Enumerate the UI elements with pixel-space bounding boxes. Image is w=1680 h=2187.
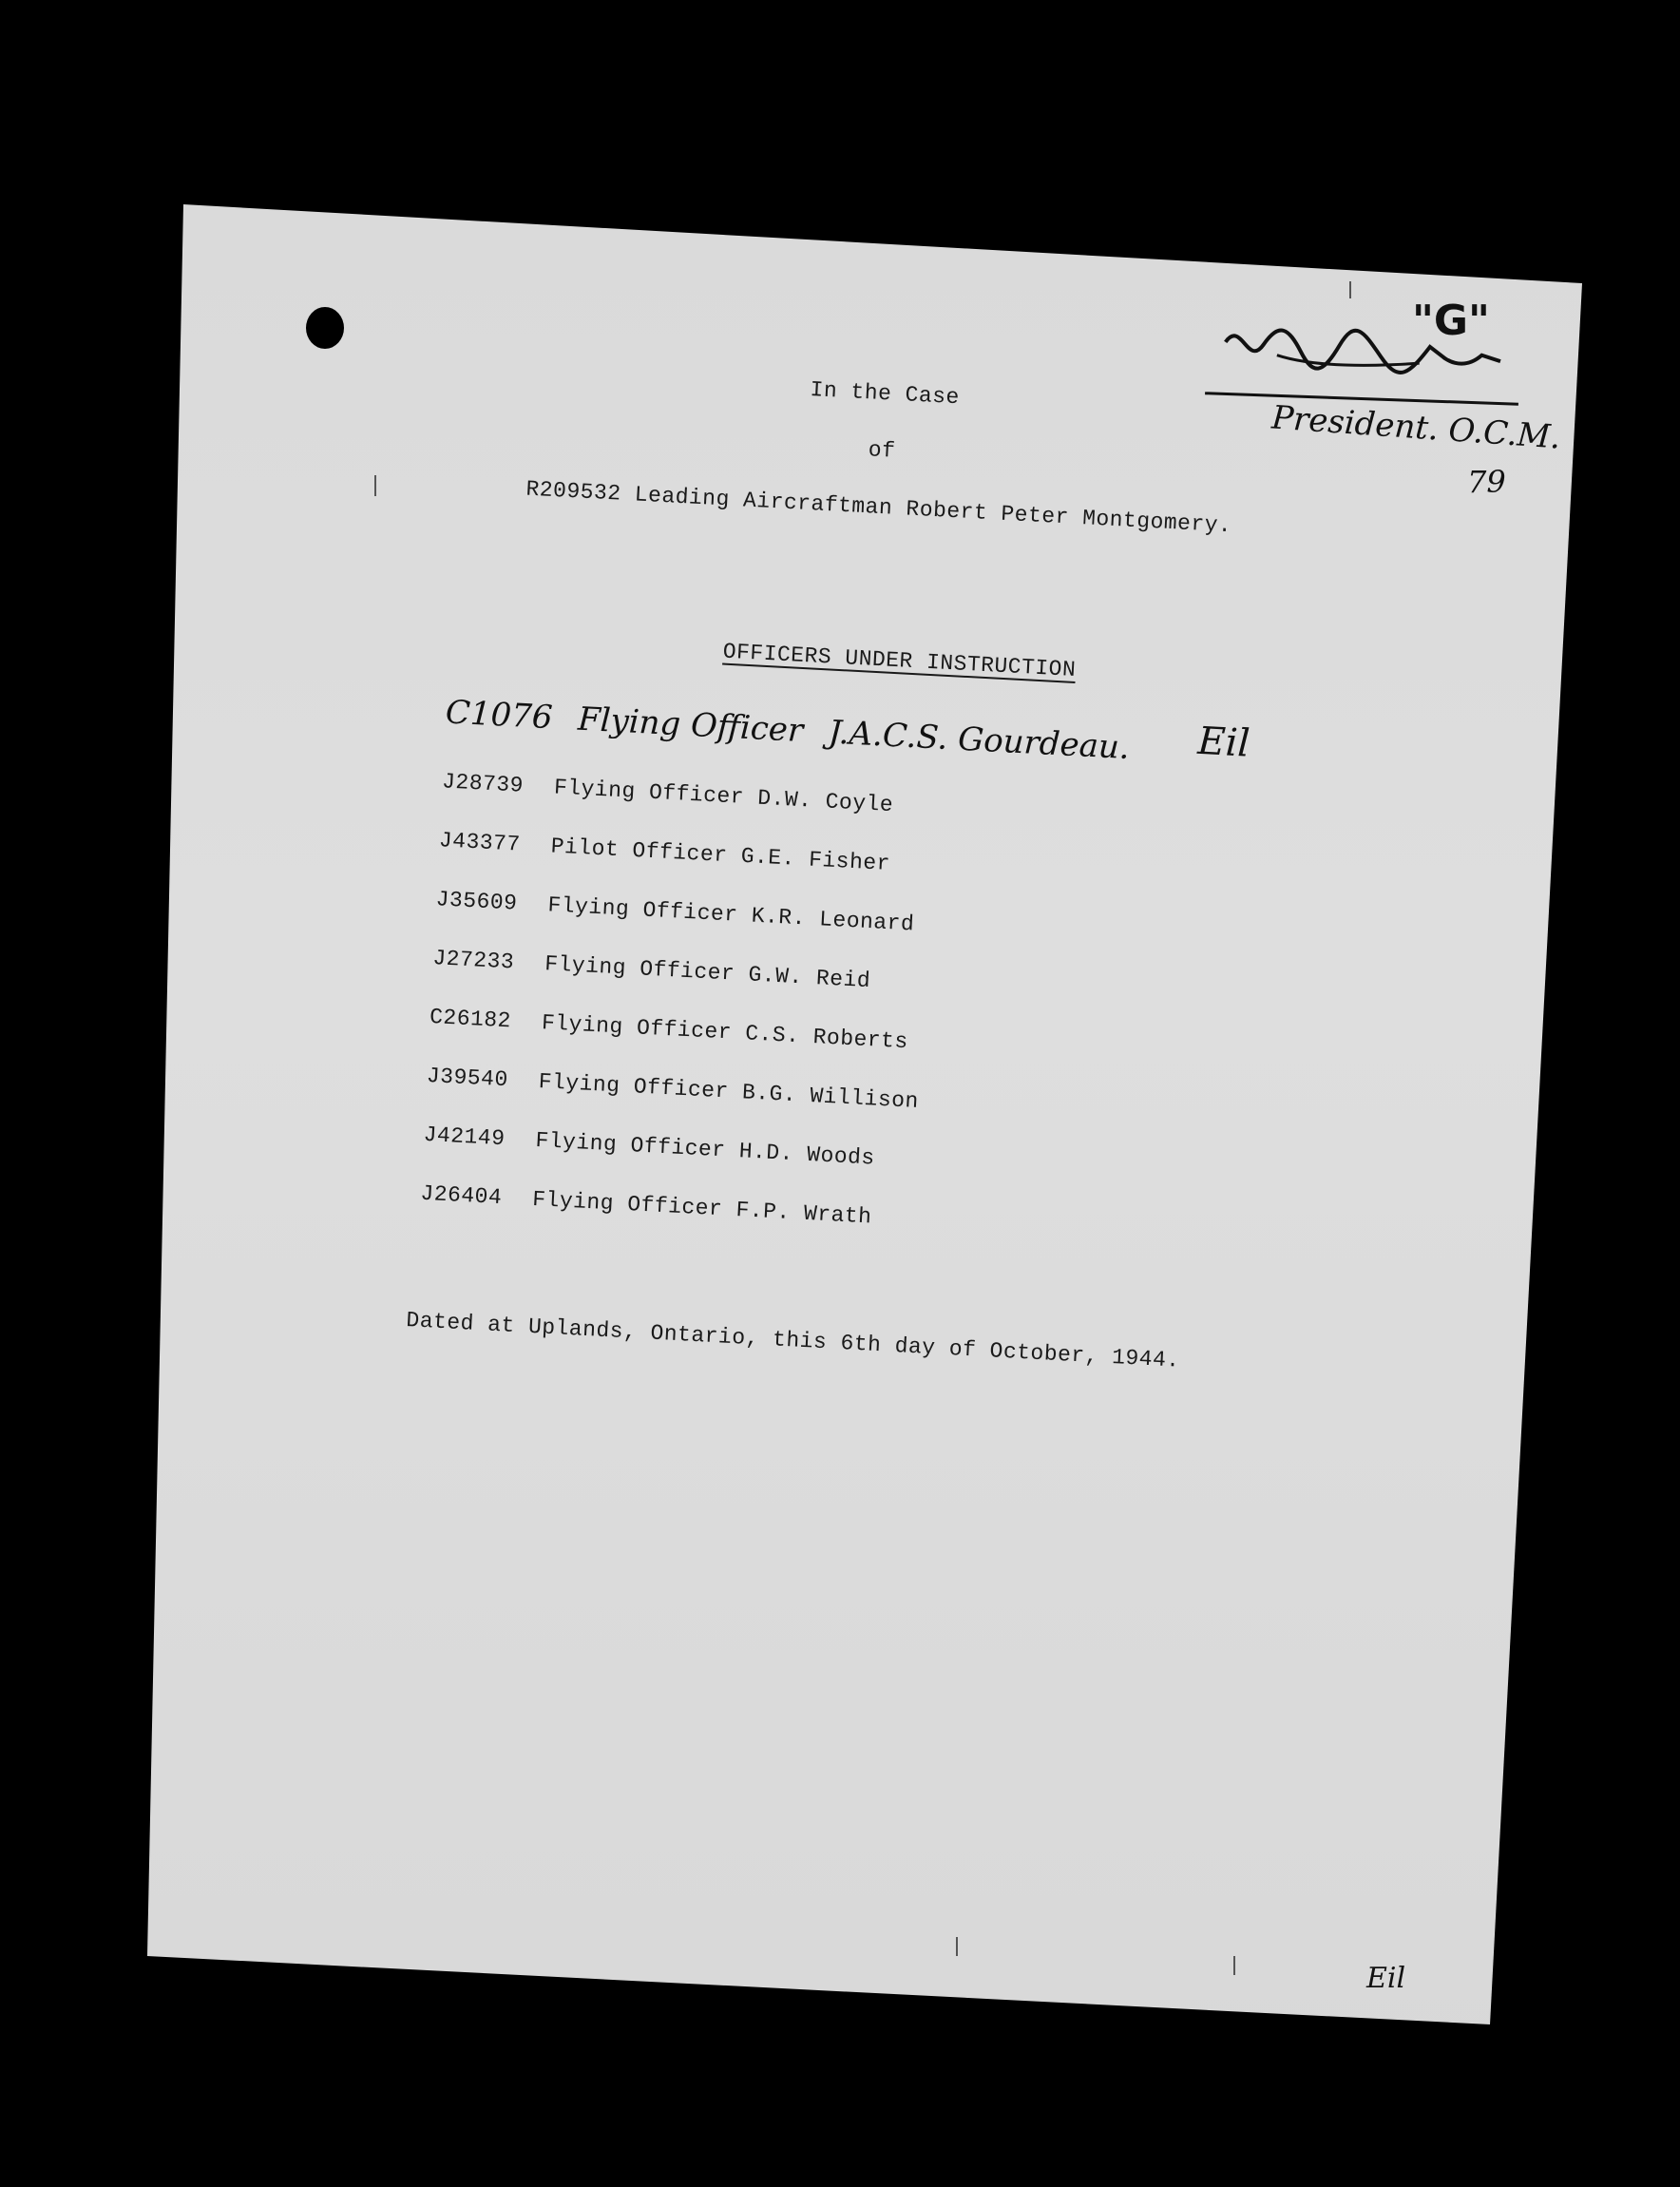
officer-service-number: J39540 — [426, 1063, 509, 1093]
officer-rank: Flying Officer — [534, 1127, 727, 1163]
officer-row — [420, 1181, 872, 1230]
initials-bottom: Eil — [1366, 1962, 1406, 1995]
officer-rank: Flying Officer — [531, 1186, 723, 1222]
officer-rank: Flying Officer — [553, 775, 745, 810]
officer-rank: Flying Officer — [541, 1010, 733, 1046]
officer-service-number: J26404 — [419, 1180, 503, 1211]
case-heading-line2: of — [868, 437, 897, 464]
officer-service-number: J27233 — [431, 946, 515, 975]
spacer — [743, 785, 758, 811]
stamp-subtitle: President. O.C.M. — [1270, 398, 1562, 457]
officer-rank: Flying Officer — [546, 892, 739, 928]
officer-row — [423, 1122, 875, 1171]
officer-service-number: J35609 — [435, 887, 519, 916]
stamp-letter: "G" — [1412, 297, 1490, 345]
officer-name: K.R. Leonard — [751, 903, 915, 937]
officer-row — [438, 828, 890, 876]
officer-rank: Flying Officer — [544, 951, 735, 987]
case-heading-line1: In the Case — [809, 376, 961, 411]
initials-right: Eil — [1196, 719, 1251, 766]
spacer — [727, 843, 742, 869]
officer-name: G.W. Reid — [747, 962, 871, 994]
handwritten-officer-number: C1076 — [444, 693, 554, 738]
officer-rank: Flying Officer — [538, 1069, 730, 1104]
officer-name: D.W. Coyle — [756, 785, 894, 818]
spacer — [735, 962, 750, 988]
officer-row — [432, 946, 871, 993]
officer-service-number: J28739 — [441, 769, 525, 798]
officer-name: B.G. Willison — [741, 1080, 920, 1114]
spacer — [722, 1197, 737, 1222]
case-subject: R209532 Leading Aircraftman Robert Peter Montgomery. — [525, 476, 1232, 539]
handwritten-officer-name: J.A.C.S. Gourdeau. — [827, 713, 1131, 768]
page-number: 79 — [1467, 464, 1506, 500]
spacer — [737, 903, 753, 929]
officer-row — [430, 1005, 909, 1054]
officer-name: G.E. Fisher — [740, 843, 891, 877]
section-title: OFFICERS UNDER INSTRUCTION — [722, 639, 1077, 682]
officer-service-number: J42149 — [423, 1122, 506, 1152]
dated-line: Dated at Uplands, Ontario, this 6th day of October, 1944. — [405, 1308, 1181, 1373]
spacer — [728, 1079, 743, 1104]
handwritten-officer-row — [445, 693, 1131, 767]
handwritten-officer-rank: Flying Officer — [577, 700, 805, 751]
officer-service-number: J43377 — [438, 828, 522, 857]
officer-name: F.P. Wrath — [735, 1198, 873, 1230]
officer-row — [426, 1064, 919, 1114]
spacer — [725, 1138, 740, 1163]
officer-service-number: C26182 — [429, 1004, 512, 1034]
officer-rank: Pilot Officer — [550, 834, 729, 869]
officer-row — [442, 769, 894, 817]
spacer — [731, 1021, 746, 1046]
officer-name: H.D. Woods — [738, 1139, 876, 1171]
officer-name: C.S. Roberts — [744, 1021, 909, 1055]
officer-row — [435, 887, 915, 936]
